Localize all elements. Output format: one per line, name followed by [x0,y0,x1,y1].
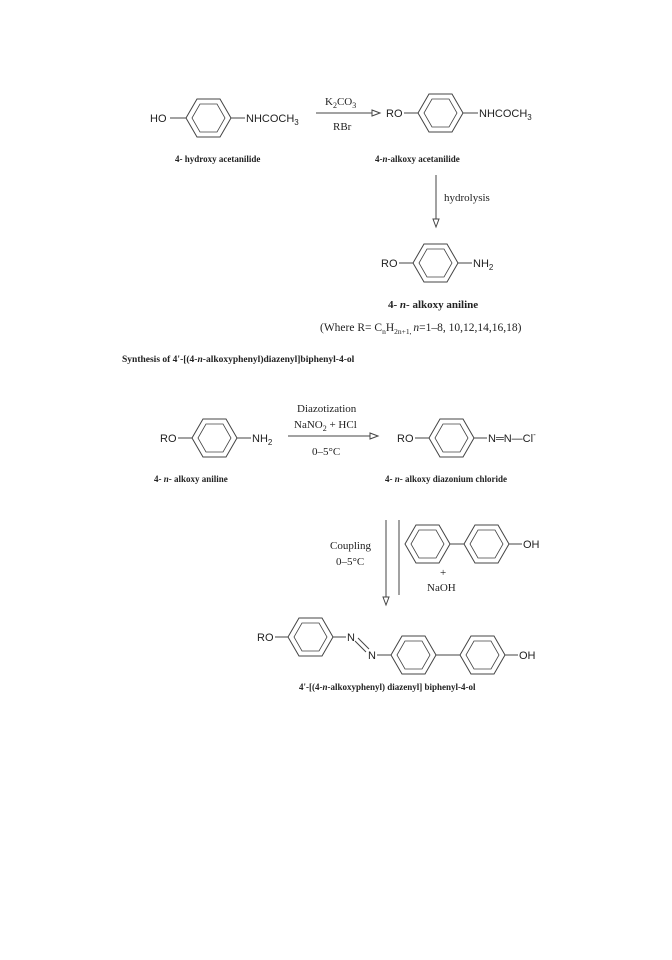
aniline-nh2-sub: 2 [488,263,494,272]
aniline-nh2-label: NH [473,258,489,270]
svg-text:NHCOCH3 [246,113,299,127]
where-italic: n [413,322,420,334]
hydrolysis-label: hydrolysis [444,192,490,204]
where-sub2: 2n+1, [394,327,414,336]
s2-aniline-name-post: - alkoxy aniline [168,474,228,484]
diazotization-arrow [288,403,378,458]
aniline-name-post: - alkoxy aniline [406,299,479,311]
aniline-name-italic: n [399,299,407,311]
biphenylol-structure [405,525,540,594]
svg-text:Synthesis of 4'-[(4-n-alkoxyph [122,354,355,365]
diazonium-group: N═N—Cl [488,433,534,445]
alkoxy-acetanilide-italic: n [382,154,388,164]
where-mid: H [385,322,395,334]
k2co3-co: CO [336,96,353,108]
aniline-name-pre: 4- [388,299,400,311]
diazonium-name-pre: 4- [385,474,395,484]
section-heading-italic: n [197,355,203,365]
s2-product-ro: RO [397,433,414,445]
section-heading-pre: Synthesis of 4'-[(4- [122,355,198,365]
ho-label: HO [150,113,167,125]
alkoxy-acetanilide-post: -alkoxy acetanilide [387,154,460,164]
svg-text:4- n- alkoxy aniline [154,474,228,484]
s2-nh2-label: NH [252,433,268,445]
coupling-label: Coupling [330,540,371,552]
nano2-a: NaNO [294,419,323,431]
nano2-sub: 2 [322,424,327,433]
rbr-label: RBr [333,121,352,133]
ro-label: RO [386,108,403,120]
aniline-ro-label: RO [381,258,398,270]
section-heading-post: -alkoxyphenyl)diazenyl]biphenyl-4-ol [202,355,355,365]
diazonium-name-italic: n [394,474,400,484]
hydroxy-acetanilide-name: 4- hydroxy acetanilide [175,154,261,164]
k2co3-sub2: 3 [352,101,357,110]
alkoxy-acetanilide-structure [386,94,532,132]
svg-text:NH2 [252,433,273,447]
hydroxy-acetanilide-structure [150,99,299,137]
final-ro: RO [257,632,274,644]
svg-text:(Where R= CnH2n+1, n=1–8, 10,1 [320,322,522,336]
plus-sign: + [440,567,447,579]
where-pre: (Where R= C [320,322,383,334]
diazotization-label: Diazotization [297,403,357,415]
diazotization-temp: 0–5°C [312,446,341,458]
nano2-b: + HCl [326,419,357,431]
alkoxy-acetanilide-pre: 4- [375,154,383,164]
diazonium-name-post: - alkoxy diazonium chloride [399,474,508,484]
final-name-italic: n [322,682,328,692]
s2-aniline-name-pre: 4- [154,474,164,484]
azo-n1: N [347,632,355,644]
k2co3-sub1: 2 [332,101,337,110]
final-name-pre: 4'-[(4- [299,682,323,692]
svg-text:4'-[(4-n-alkoxyphenyl) diazeny [299,682,476,692]
hydrolysis-arrow [433,175,490,227]
svg-text:NaNO2 + HCl [294,419,357,433]
svg-text:N═N—Cl- [488,430,536,445]
chloride-charge: - [533,430,536,439]
coupling-arrow [330,520,399,605]
svg-text:NHCOCH3 [479,108,532,122]
nhcoch3-sub: 3 [294,118,299,127]
final-name-post: -alkoxyphenyl) diazenyl] biphenyl-4-ol [327,682,476,692]
svg-text:4- n- alkoxy aniline [388,299,478,311]
svg-text:NH2 [473,258,494,272]
final-oh: OH [519,650,536,662]
s2-ro-label: RO [160,433,177,445]
svg-text:4-n-alkoxy acetanilide [375,154,460,164]
alkylation-arrow [316,96,380,133]
svg-text:4- n- alkoxy diazonium chlorid [385,474,507,484]
product-nhcoch3-label: NHCOCH [479,108,528,120]
where-post: =1–8, 10,12,14,16,18) [419,322,522,334]
naoh-label: NaOH [427,582,456,594]
scheme2-aniline-structure [160,419,273,457]
azo-product-structure [257,618,536,674]
diazonium-structure [397,419,536,457]
s2-aniline-name-italic: n [163,474,169,484]
azo-n2: N [368,650,376,662]
k2co3-k: K [325,96,333,108]
product-nhcoch3-sub: 3 [527,113,532,122]
biphenyl-oh-label: OH [523,539,540,551]
svg-text:K2CO3 [325,96,356,110]
coupling-temp: 0–5°C [336,556,365,568]
alkoxy-aniline-structure [381,244,494,282]
s2-nh2-sub: 2 [267,438,273,447]
nhcoch3-label: NHCOCH [246,113,295,125]
where-sub1: n [382,327,386,336]
